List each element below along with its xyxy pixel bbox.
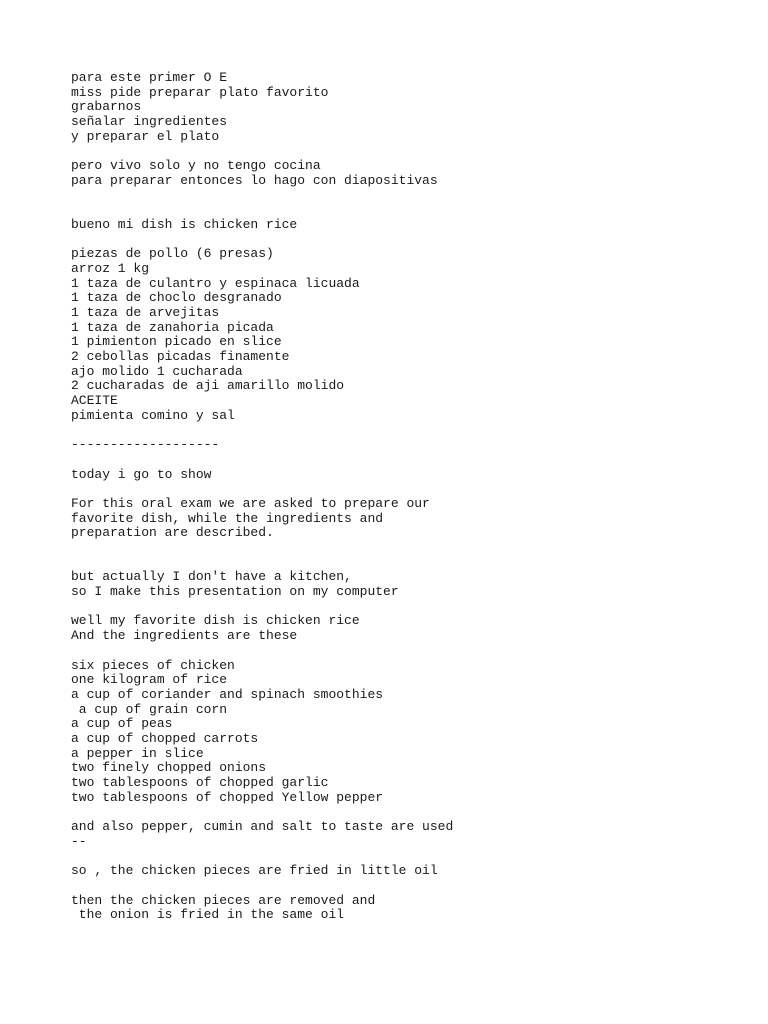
text-line: -- xyxy=(71,833,87,849)
blank-line xyxy=(71,600,751,615)
text-line: a cup of grain corn xyxy=(71,701,228,717)
text-line: And the ingredients are these xyxy=(71,628,298,644)
text-line: For this oral exam we are asked to prepare our xyxy=(71,495,430,511)
text-line: two tablespoons of chopped garlic xyxy=(71,775,329,790)
blank-line xyxy=(71,203,751,218)
blank-line xyxy=(71,879,751,894)
blank-line xyxy=(71,482,751,497)
text-line: 1 taza de zanahoria picada xyxy=(71,319,274,335)
text-line: the onion is fried in the same oil xyxy=(71,907,345,923)
text-line: favorite dish, while the ingredients and xyxy=(71,510,384,526)
blank-line xyxy=(71,453,751,468)
text-line: 1 taza de culantro y espinaca licuada xyxy=(71,275,360,291)
text-line: 1 taza de arvejitas xyxy=(71,305,220,320)
text-line: and also pepper, cumin and salt to taste are used xyxy=(71,819,454,835)
text-line: a cup of chopped carrots xyxy=(71,730,259,746)
text-line: one kilogram of rice xyxy=(71,672,228,688)
text-line: today i go to show xyxy=(71,466,212,482)
text-line: señalar ingredientes xyxy=(71,114,228,130)
text-line: grabarnos xyxy=(71,99,142,115)
blank-line xyxy=(71,849,751,864)
text-line: ACEITE xyxy=(71,393,118,409)
text-line: 2 cebollas picadas finamente xyxy=(71,349,290,365)
blank-line xyxy=(71,541,751,556)
text-line: well my favorite dish is chicken rice xyxy=(71,613,360,629)
text-line: miss pide preparar plato favorito xyxy=(71,84,329,100)
text-line: pero vivo solo y no tengo cocina xyxy=(71,158,321,174)
text-line: six pieces of chicken xyxy=(71,657,235,673)
text-line: two tablespoons of chopped Yellow pepper xyxy=(71,789,384,805)
blank-line xyxy=(71,144,751,159)
text-line: 2 cucharadas de aji amarillo molido xyxy=(71,378,345,394)
text-line: but actually I don't have a kitchen, xyxy=(71,569,352,585)
text-line: bueno mi dish is chicken rice xyxy=(71,216,298,232)
text-line: ajo molido 1 cucharada xyxy=(71,363,243,379)
text-line: a cup of coriander and spinach smoothies xyxy=(71,686,384,702)
blank-line xyxy=(71,233,751,248)
text-line: preparation are described. xyxy=(71,525,274,541)
text-line: piezas de pollo (6 presas) xyxy=(71,246,274,262)
text-line: a cup of peas xyxy=(71,716,173,732)
text-line: then the chicken pieces are removed and xyxy=(71,892,376,908)
blank-line xyxy=(71,189,751,204)
text-line: pimienta comino y sal xyxy=(71,407,235,423)
text-line: y preparar el plato xyxy=(71,128,220,144)
text-line: para preparar entonces lo hago con diapositivas xyxy=(71,172,438,188)
text-line: ------------------- xyxy=(71,437,220,453)
blank-line xyxy=(71,556,751,571)
text-line: arroz 1 kg xyxy=(71,260,150,276)
text-line: so I make this presentation on my computer xyxy=(71,584,399,600)
blank-line xyxy=(71,424,751,439)
text-line: para este primer O E xyxy=(71,70,228,85)
text-line: 1 pimienton picado en slice xyxy=(71,334,282,350)
text-line: 1 taza de choclo desgranado xyxy=(71,290,282,306)
document-text xyxy=(71,71,751,923)
text-line: two finely chopped onions xyxy=(71,760,267,776)
blank-line xyxy=(71,805,751,820)
text-line: a pepper in slice xyxy=(71,745,204,761)
text-line: so , the chicken pieces are fried in little oil xyxy=(71,863,438,879)
blank-line xyxy=(71,644,751,659)
